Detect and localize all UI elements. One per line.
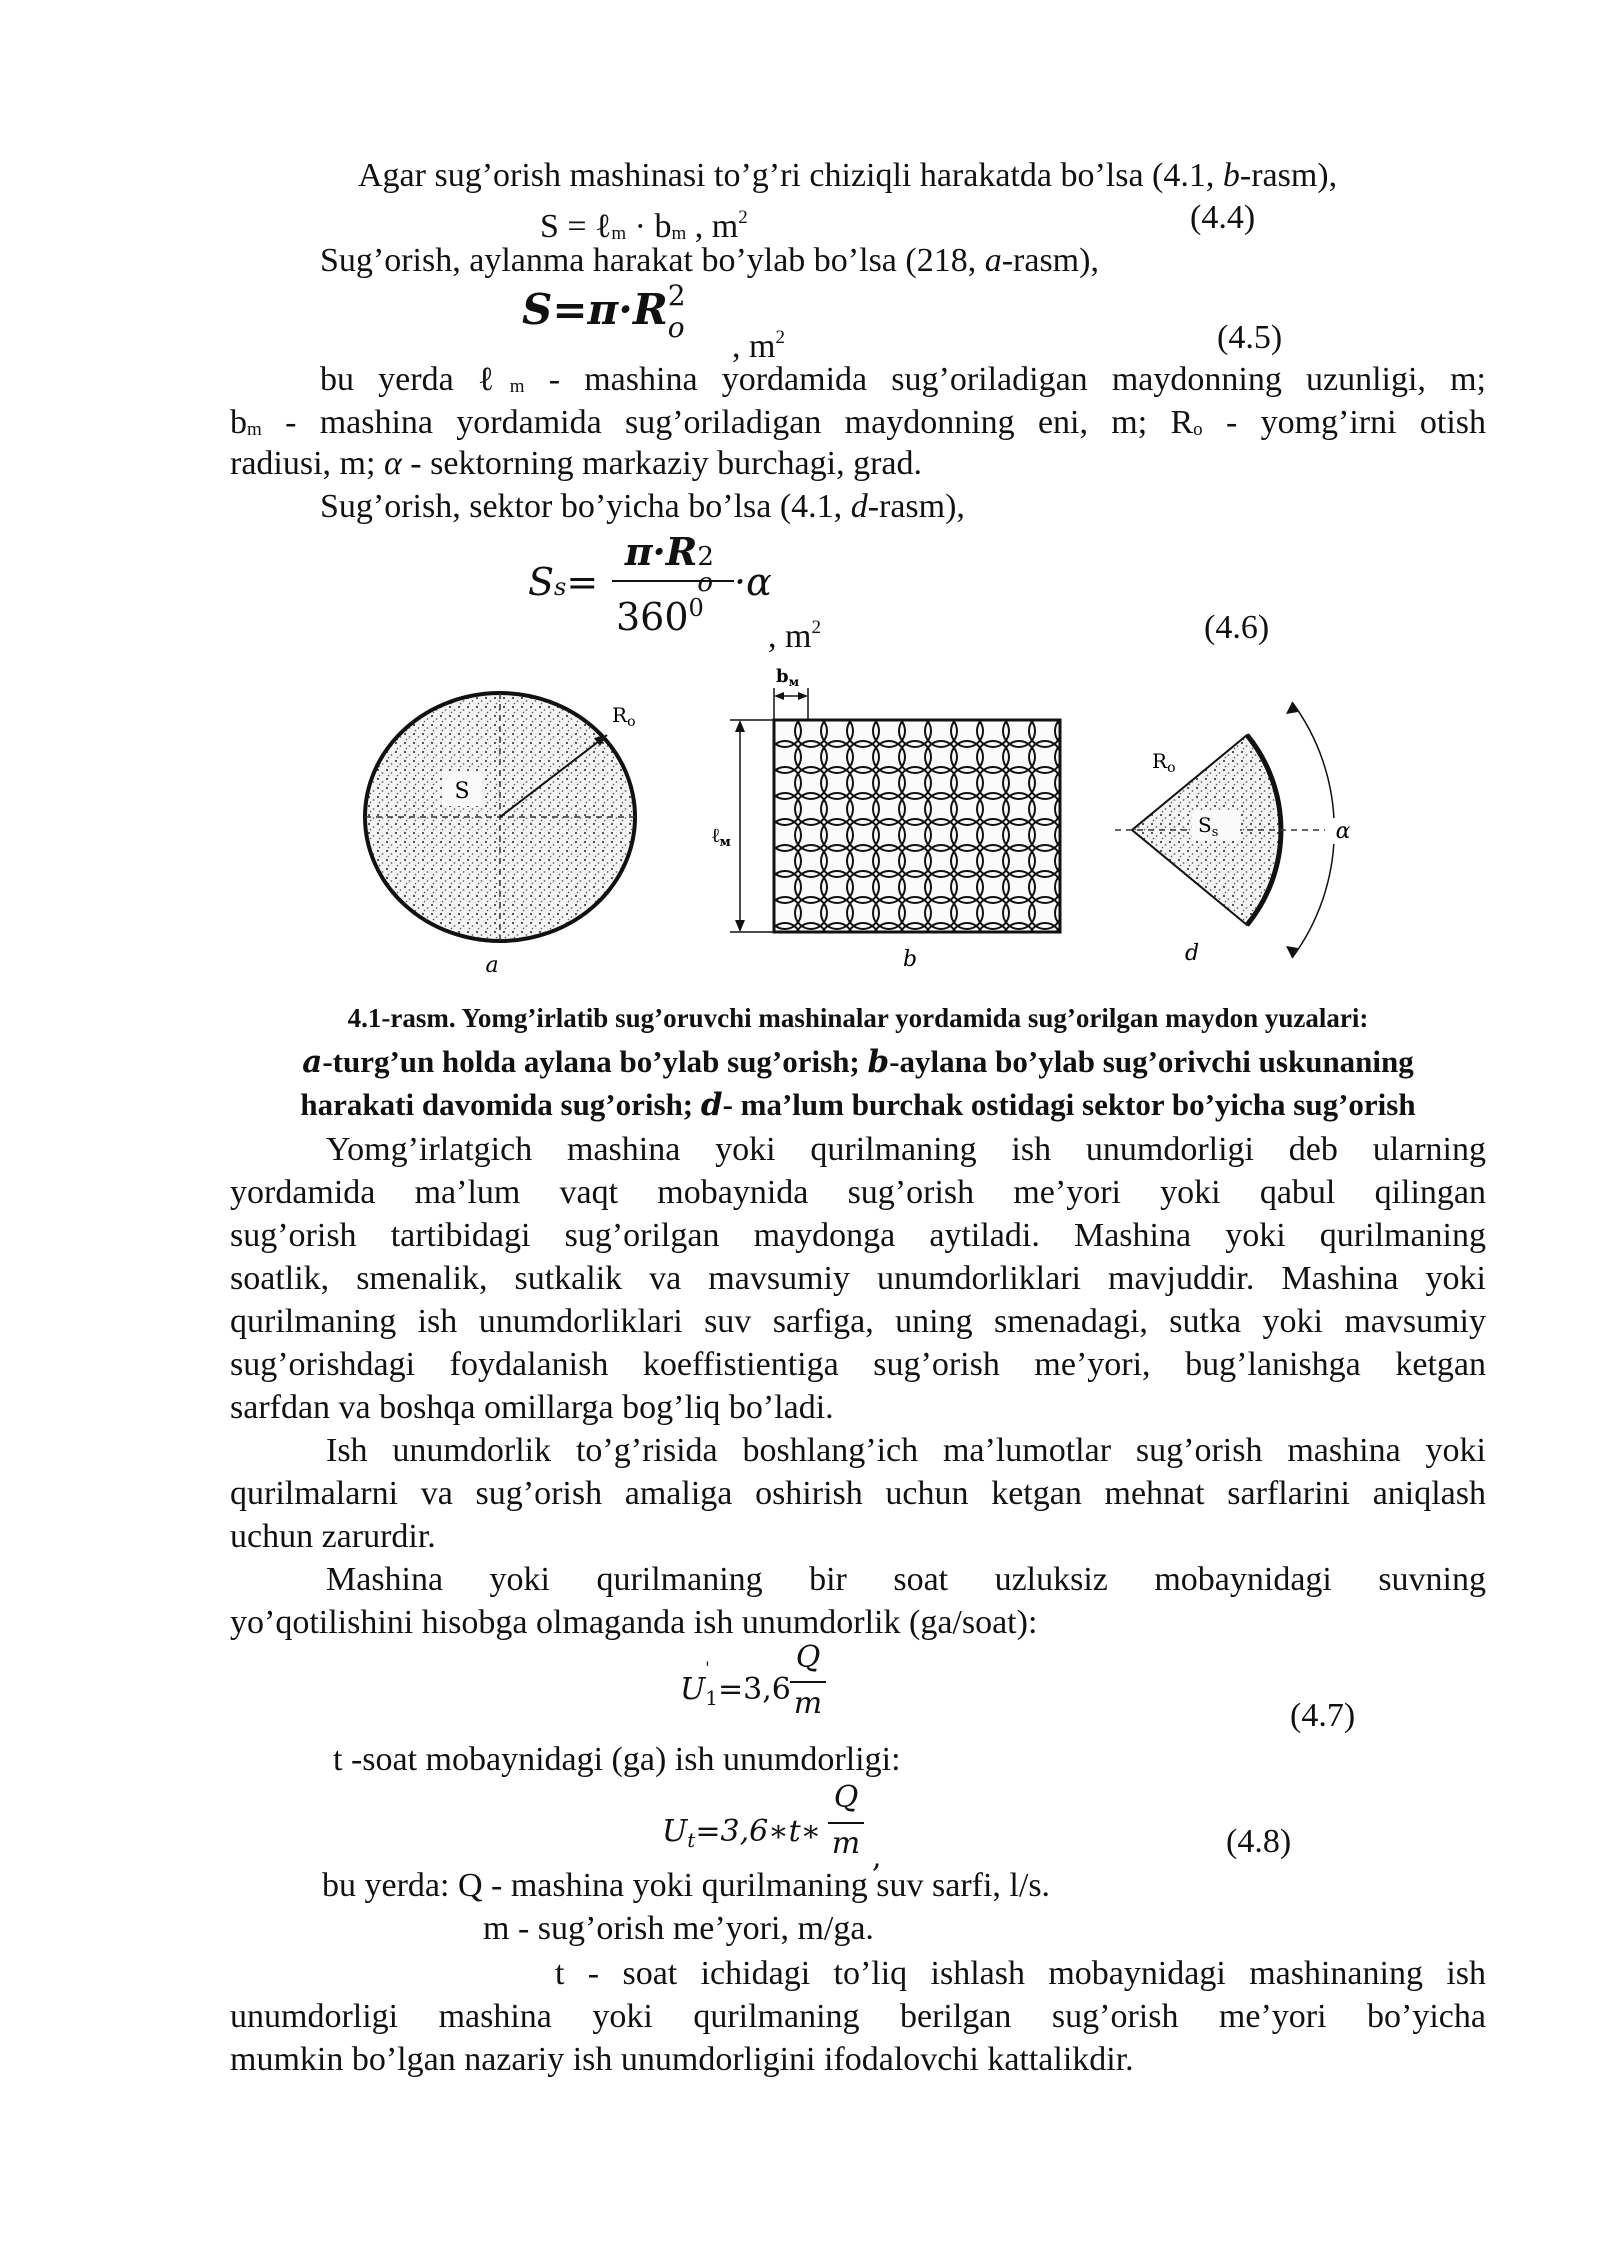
grid-circle	[873, 949, 905, 980]
equation-number: (4.4)	[1190, 199, 1256, 236]
text-line: radiusi, m; α - sektorning markaziy burchagi, grad.	[230, 445, 923, 482]
figure-caption-line1: 4.1-rasm. Yomg’irlatib sug’oruvchi mashinalar yordamida sug’orilgan maydon yuzalari:	[347, 1003, 1369, 1033]
equation-number: (4.7)	[1290, 1697, 1356, 1734]
text-line: qurilmalarni va sug’orish amaliga oshirish uchun ketgan mehnat sarflarini aniqlash	[230, 1475, 1486, 1512]
label-Ss: $S_s$	[1198, 813, 1219, 840]
text-line: sarfdan va boshqa omillarga bog’liq bo’ladi.	[230, 1389, 834, 1426]
text-line: t -soat mobaynidagi (ga) ish unumdorligi:	[333, 1741, 901, 1778]
text-line: sug’orishdagi foydalanish koeffistientiga sug’orish me’yori, bug’lanishga ketgan	[230, 1346, 1486, 1383]
figure-caption-line2: a-turg’un holda aylana bo’ylab sug’orish; b-aylana bo’ylab sug’orivchi uskunaning	[302, 1044, 1414, 1080]
grid-circle	[821, 949, 853, 980]
equation-number: (4.8)	[1226, 1823, 1292, 1860]
text-line: mumkin bo’lgan nazariy ish unumdorligini ifodalovchi kattalikdir.	[230, 2041, 1134, 2078]
text-line: Sug’orish, aylanma harakat bo’ylab bo’lsa (218, a-rasm),	[320, 242, 1099, 279]
formula-unit: , $m^2$	[768, 617, 821, 655]
formula-4-4: S = ℓm · bm , $m^2$	[540, 207, 748, 245]
grid-circle	[1029, 949, 1061, 980]
grid-circle	[795, 949, 827, 980]
grid-circle	[769, 949, 801, 980]
text-line: m - sug’orish me’yori, m/ga.	[483, 1910, 874, 1947]
text-line: yo’qotilishini hisobga olmaganda ish unumdorlik (ga/soat):	[230, 1604, 1038, 1641]
label-Ro-sector: $R_o$	[1152, 749, 1176, 776]
grid-circle	[951, 949, 983, 980]
text-line: Sug’orish, sektor bo’yicha bo’lsa (4.1, d-rasm),	[320, 488, 965, 525]
grid-circle	[847, 949, 879, 980]
grid-circle	[977, 949, 1009, 980]
formula-4-5: S=π·R 2 o	[522, 279, 686, 344]
text-line: t - soat ichidagi to’liq ishlash mobaynidagi mashinaning ish	[555, 1955, 1486, 1992]
label-S: S	[454, 779, 470, 804]
text-line: bm - mashina yordamida sug’oriladigan maydonning eni, m; Ro - yomg’irni otish	[230, 404, 1486, 441]
text-line: qurilmaning ish unumdorliklari suv sarfiga, uning smenadagi, sutka yoki mavsumiy	[230, 1303, 1486, 1340]
figure-4-1	[340, 660, 1380, 980]
text-line: Agar sug’orish mashinasi to’g’ri chiziqli harakatda bo’lsa (4.1, b-rasm),	[358, 157, 1338, 194]
formula-unit: , $m^2$	[732, 327, 785, 365]
text-line: bu yerda: Q - mashina yoki qurilmaning suv sarfi, l/s.	[322, 1867, 1051, 1904]
label-Ro: $R_o$	[612, 703, 636, 730]
text-line: unumdorligi mashina yoki qurilmaning berilgan sug’orish me’yori bo’yicha	[230, 1998, 1486, 2035]
text-line: Mashina yoki qurilmaning bir soat uzluksiz mobaynidagi suvning	[326, 1561, 1486, 1598]
grid-circle	[1003, 949, 1035, 980]
figure-caption-line3: harakati davomida sug’orish; d- ma’lum burchak ostidagi sektor bo’yicha sug’orish	[300, 1087, 1416, 1123]
text-line: bu yerda ℓm - mashina yordamida sug’oriladigan maydonning uzunligi, m;	[320, 361, 1486, 398]
figure-d-sector	[1115, 702, 1356, 966]
document-page: Agar sug’orish mashinasi to’g’ri chiziqli harakatda bo’lsa (4.1, b-rasm), S = ℓm · bm , $m^2$ (4.4) Sug’orish, aylanma harakat bo’ylab bo’lsa (218, a-rasm), S=π·R 2 o , $m^2$ (4.5) bu yerda ℓm - mashina yordamida sug’oriladigan maydonning uzunligi, m; bm - mashina yordamida sug’oriladigan maydonning eni, m; Ro - yomg’irni otish radiusi, m; α - sektorning markaziy burchagi, grad. Sug’orish, sektor bo’yicha bo’lsa (4.1, d-rasm), Ss= π·R 2 o $360^0$ ·α , $m^2$ (4.6) S $R_o$ a ℓ$_м$ $b_м$ b $S_s$ $R_o$ α d 4.1-rasm. Yomg’irlatib sug’oruvchi mashinalar yordamida sug’orilgan maydon yuzalari: a-turg’un holda aylana bo’ylab sug’orish; b-aylana bo’ylab sug’orivchi uskunaning harakati davomida sug’orish; d- ma’lum burchak ostidagi sektor bo’yicha sug’orish Yomg’irlatgich mashina yoki qurilmaning ish unumdorligi deb ularning yordamida ma’lum vaqt mobaynida sug’orish me’yori yoki qabul qilingan sug’orish tartibidagi sug’orilgan maydonga aytiladi. Mashina yoki qurilmaning soatlik, smenalik, sutkalik va mavsumiy unumdorliklari mavjuddir. Mashina yoki qurilmaning ish unumdorliklari suv sarfiga, uning smenadagi, sutka yoki mavsumiy sug’orishdagi foydalanish koeffistientiga sug’orish me’yori, bug’lanishga ketgan sarfdan va boshqa omillarga bog’liq bo’ladi. Ish unumdorlik to’g’risida boshlang’ich ma’lumotlar sug’orish mashina yoki qurilmalarni va sug’orish amaliga oshirish uchun ketgan mehnat sarflarini aniqlash uchun zarurdir. Mashina yoki qurilmaning bir soat uzluksiz mobaynidagi suvning yo’qotilishini hisobga olmaganda ish unumdorlik (ga/soat): U ' $_1$=3,6 Q m (4.7) t -soat mobaynidagi (ga) ish unumdorligi: $U_t=3,6∗t∗$ Q m , (4.8) bu yerda: Q - mashina yoki qurilmaning suv sarfi, l/s. m - sug’orish me’yori, m/ga. t - soat ichidagi to’liq ishlash mobaynidagi mashinaning ish unumdorligi mashina yoki qurilmaning berilgan sug’orish me’yori bo’yicha mumkin bo’lgan nazariy ish unumdorligini ifodalovchi kattalikdir.	[0, 0, 1600, 2262]
figure-b-rectangle	[712, 666, 1087, 980]
grid-circle	[1055, 949, 1087, 980]
figure-a-circle	[365, 693, 636, 978]
label-lm: ℓ$_м$	[712, 823, 731, 850]
text-line: Ish unumdorlik to’g’risida boshlang’ich ma’lumotlar sug’orish mashina yoki	[326, 1432, 1486, 1469]
text-line: yordamida ma’lum vaqt mobaynida sug’orish me’yori yoki qabul qilingan	[230, 1174, 1486, 1211]
text-line: sug’orish tartibidagi sug’orilgan maydonga aytiladi. Mashina yoki qurilmaning	[230, 1217, 1486, 1254]
label-b: b	[902, 947, 918, 972]
text-line: Yomg’irlatgich mashina yoki qurilmaning ish unumdorligi deb ularning	[326, 1131, 1486, 1168]
grid-circle	[925, 949, 957, 980]
equation-number: (4.6)	[1204, 609, 1270, 646]
equation-number: (4.5)	[1217, 319, 1283, 356]
label-alpha: α	[1335, 819, 1351, 844]
label-a: a	[485, 953, 499, 978]
text-line: uchun zarurdir.	[230, 1518, 436, 1555]
label-d: d	[1184, 941, 1200, 966]
text-line: soatlik, smenalik, sutkalik va mavsumiy unumdorliklari mavjuddir. Mashina yoki	[230, 1260, 1486, 1297]
label-bm: $b_м$	[776, 666, 800, 689]
